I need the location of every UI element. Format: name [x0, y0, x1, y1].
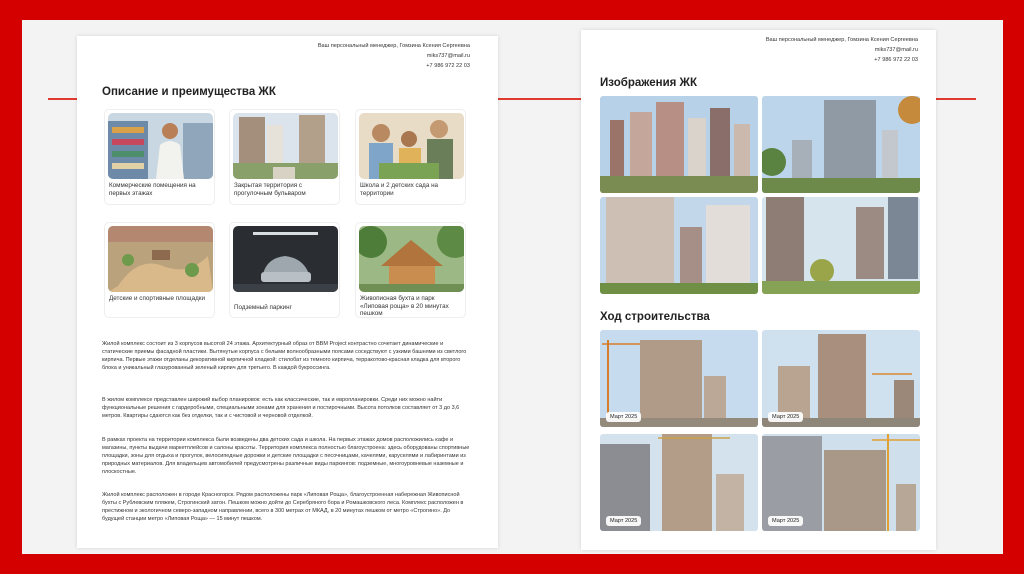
images-section-title: Изображения ЖК [600, 77, 697, 89]
feature-card-commercial [104, 109, 215, 205]
manager-name: Ваш персональный менеджер, Гомзина Ксения Сергеевна [317, 43, 470, 49]
accent-line-middle [498, 98, 582, 100]
construction-photo[interactable] [600, 434, 758, 531]
page-title: Описание и преимущества ЖК [102, 86, 276, 98]
description-paragraph: Жилой комплекс состоит из 3 корпусов высотой 24 этажа. Архитектурный образ от BBM Project контрастно сочетает динамические и статические приемы фасадной пластики. Вытянутые корпуса с белыми волнообразными поясами соседствуют с узкими башнями из светлого кирпича. Первые этажи отделаны декоративной кирпичной кладкой: стилобат из темного кирпича, терракотово-красная кладка для второго блока и уникальный глазурованный зеленый кирпич для третьего. В каждой букросcинга. [102, 341, 467, 372]
card-caption: Закрытая территория с прогулочным бульваром [234, 182, 306, 197]
construction-photo[interactable] [762, 330, 920, 427]
playground-photo [108, 226, 213, 292]
park-photo [359, 226, 464, 292]
manager-contact [318, 41, 470, 71]
complex-render-image[interactable] [762, 197, 920, 294]
boulevard-photo [233, 113, 338, 179]
card-caption: Подземный паркинг [234, 304, 292, 311]
complex-render-image[interactable] [600, 96, 758, 193]
construction-photo[interactable] [600, 330, 758, 427]
description-paragraph: Жилой комплекс расположен в городе Красногорск. Рядом расположены парк «Липовая Роща», благоустроенная набережная Живописной бухты с Рублевским пляжем, Строгинский затон. Пешком можно дойти до Серебряного бора и Ромашковского леса. Комплекс расположен в престижном и экологичном северо-западном направлении, всего в 300 метрах от МКАД, в 20 минутах пешком от метро «Строгино». До будущей станции метро «Липовая Роща» — 15 минут пешком. [102, 492, 464, 523]
construction-photo[interactable] [762, 434, 920, 531]
date-badge: Март 2025 [768, 516, 803, 526]
complex-render-image[interactable] [600, 197, 758, 294]
manager-contact [766, 35, 918, 65]
manager-email[interactable]: miks737@mail.ru [874, 47, 918, 53]
construction-section-title: Ход строительства [600, 311, 710, 323]
parking-photo [233, 226, 338, 292]
feature-card-parking [229, 222, 340, 318]
description-paragraph: В рамках проекта на территории комплекса были возведены два детских сада и школа. На первых этажах домов расположились кафе и магазины, пункты выдачи маркетплейсов и салоны красоты. Территория комплекса полностью благоустроена: здесь оборудованы спортивные площадки, зоны для отдыха и прогулок, велосипедные дорожки и детские площадки с песочницами, качелями, каруселями и лабиринтами из природных материалов. Для владельцев автомобилей предусмотрены различные виды паркингов: подземные, многоуровневые наземные и плоскостные. [102, 437, 470, 476]
description-paragraph: В жилом комплексе представлен широкий выбор планировок: есть как классические, так и европланировки. Среди них можно найти функциональные решения с гардеробными, специальными зонами для хранения и постирочными. Высота потолков составляет от 3 до 3,6 метров. Квартиры сдаются как без отделки, так и с чистовой и черновой отделкой. [102, 397, 460, 420]
card-caption: Коммерческие помещения на первых этажах [109, 182, 196, 197]
classroom-photo [359, 113, 464, 179]
shop-photo [108, 113, 213, 179]
card-caption: Школа и 2 детских сада на территории [360, 182, 439, 197]
date-badge: Март 2025 [606, 412, 641, 422]
feature-card-territory [229, 109, 340, 205]
feature-card-playground [104, 222, 215, 318]
complex-render-image[interactable] [762, 96, 920, 193]
accent-line-right [936, 98, 976, 100]
manager-phone[interactable]: +7 986 972 22 03 [874, 57, 918, 63]
manager-phone[interactable]: +7 986 972 22 03 [426, 63, 470, 69]
manager-email[interactable]: miks737@mail.ru [426, 53, 470, 59]
manager-name: Ваш персональный менеджер, Гомзина Ксения Сергеевна [765, 37, 918, 43]
card-caption: Живописная бухта и парк «Липовая роща» в 20 минутах пешком [360, 295, 449, 318]
description-page [77, 36, 498, 548]
card-caption: Детские и спортивные площадки [109, 295, 206, 302]
date-badge: Март 2025 [606, 516, 641, 526]
images-page [581, 30, 936, 550]
date-badge: Март 2025 [768, 412, 803, 422]
feature-card-park [355, 222, 466, 318]
feature-card-school [355, 109, 466, 205]
